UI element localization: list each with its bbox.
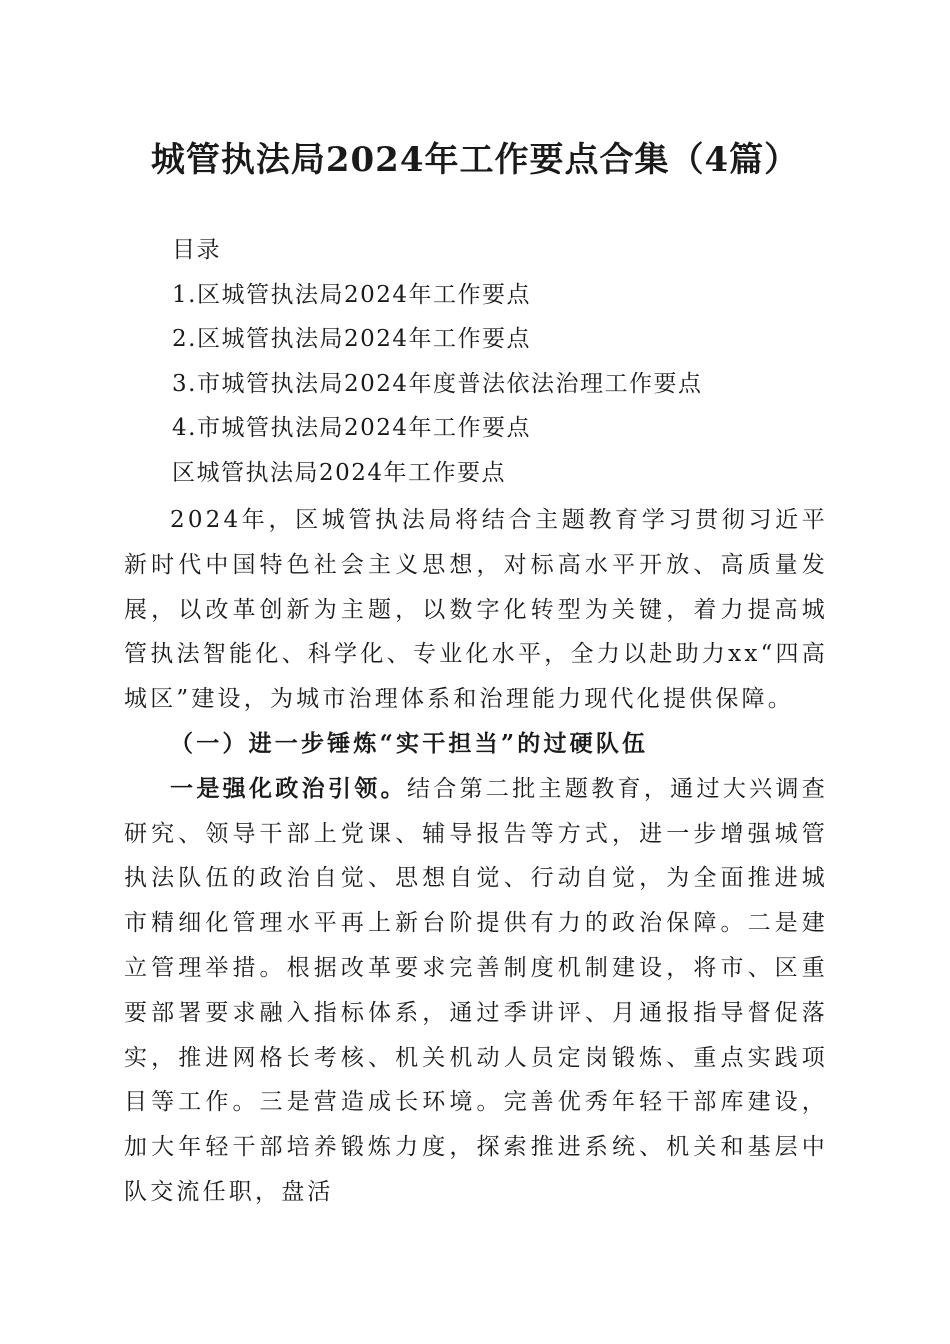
- toc-item: 2.区城管执法局2024年工作要点: [172, 326, 531, 352]
- toc-item: 1.区城管执法局2024年工作要点: [172, 281, 531, 308]
- article-body: [124, 498, 828, 1215]
- paragraph-text: 结合第二批主题教育，通过大兴调查研究、领导干部上党课、辅导报告等方式，进一步增强城管执法队伍的政治自觉、思想自觉、行动自觉，为全面推进城市精细化管理水平再上新台阶提供有力的政治保障。二是建立管理举措。根据改革要求完善制度机制建设，将市、区重要部署要求融入指标体系，通过季讲评、月通报指导督促落实，推进网格长考核、机关机动人员定岗锻炼、重点实践项目等工作。三是营造成长环境。完善优秀年轻干部库建设，加大年轻干部培养锻炼力度，探索推进系统、机关和基层中队交流任职，盘活: [124, 775, 828, 1205]
- toc-item: 4.市城管执法局2024年工作要点: [172, 415, 531, 441]
- section-paragraph: [124, 767, 828, 1215]
- article-title: 区城管执法局2024年工作要点: [172, 459, 507, 486]
- intro-paragraph: 2024年，区城管执法局将结合主题教育学习贯彻习近平新时代中国特色社会主义思想，对标高水平开放、高质量发展，以改革创新为主题，以数字化转型为关键，着力提高城管执法智能化、科学化、专业化水平，全力以赴助力xx“四高城区”建设，为城市治理体系和治理能力现代化提供保障。: [124, 507, 828, 713]
- paragraph-lead: 一是强化政治引领。: [170, 774, 407, 802]
- toc-item: 3.市城管执法局2024年度普法依法治理工作要点: [172, 370, 703, 397]
- table-of-contents: [172, 228, 852, 495]
- section-heading: （一）进一步锤炼“实干担当”的过硬队伍: [170, 729, 649, 757]
- document-title: 城管执法局2024年工作要点合集（4篇）: [150, 140, 800, 180]
- toc-heading: 目录: [172, 237, 221, 263]
